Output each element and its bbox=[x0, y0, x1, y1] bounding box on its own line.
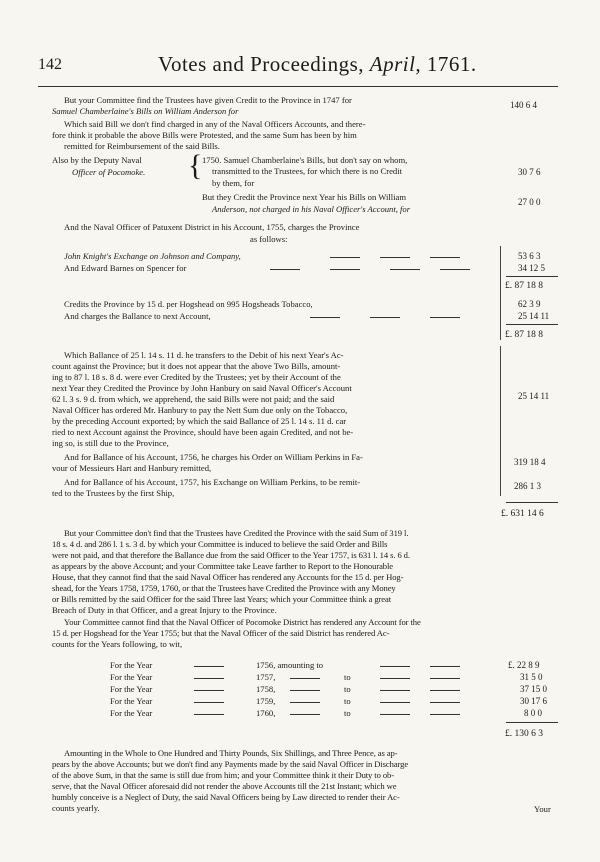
leader-dash bbox=[430, 690, 460, 691]
table-row-label: For the Year bbox=[110, 672, 153, 682]
leader-dash bbox=[194, 702, 224, 703]
leader-dash bbox=[430, 678, 460, 679]
leader-dash bbox=[430, 702, 460, 703]
sum-rule bbox=[506, 722, 558, 723]
table-row-year: 1756, amounting to bbox=[256, 660, 324, 670]
leader-dash bbox=[194, 714, 224, 715]
leader-dash bbox=[440, 269, 470, 270]
text-line: fore think it probable the above Bills were Protested, and the same Sum has been by him bbox=[52, 130, 357, 140]
text-line: ing to 87 l. 18 s. 8 d. were ever Credited by the Trustees; yet by their Account of the bbox=[52, 372, 341, 382]
sum-rule bbox=[506, 324, 558, 325]
text-line: Which said Bill we don't find charged in any of the Naval Officers Accounts, and there- bbox=[64, 119, 366, 129]
amount: 140 6 4 bbox=[510, 100, 537, 110]
leader-dash bbox=[310, 317, 340, 318]
text-line: Anderson, not charged in his Naval Officer's Account, for bbox=[212, 204, 411, 214]
text-line: 1750. Samuel Chamberlaine's Bills, but don't say on whom, bbox=[202, 155, 408, 165]
leader-dash bbox=[330, 257, 360, 258]
text-line: counts yearly. bbox=[52, 803, 100, 813]
amount: 34 12 5 bbox=[518, 263, 545, 273]
text-line: But your Committee find the Trustees have given Credit to the Province in 1747 for bbox=[64, 95, 352, 105]
page-title bbox=[158, 52, 477, 77]
title-month: April, bbox=[369, 52, 422, 76]
leader-dash bbox=[430, 666, 460, 667]
text-line: Amounting in the Whole to One Hundred and Thirty Pounds, Six Shillings, and Three Pence, as ap- bbox=[64, 748, 398, 758]
text-line: or Bills remitted by the said Officer for the said Three last Years; which your Committee think a great bbox=[52, 594, 392, 604]
sum-rule bbox=[506, 276, 558, 277]
text-line: as appears by the above Account; and your Committee take Leave farther to Report to the Honourable bbox=[52, 561, 393, 571]
table-row-label: For the Year bbox=[110, 708, 153, 718]
text-line: And for Ballance of his Account, 1756, he charges his Order on William Perkins in Fa- bbox=[64, 452, 363, 462]
text-line: ing so, is still due to the Province, bbox=[52, 438, 169, 448]
amount: 30 17 6 bbox=[520, 696, 547, 706]
text-line: transmitted to the Trustees, for which there is no Credit bbox=[212, 166, 402, 176]
leader-dash bbox=[380, 714, 410, 715]
text-line: shead, for the Years 1758, 1759, 1760, or that the Trustees have Credited the Province with any Money bbox=[52, 583, 396, 593]
amount: 286 1 3 bbox=[514, 481, 541, 491]
text-line: Breach of Duty in that Officer, and a great Injury to the Province. bbox=[52, 605, 277, 615]
table-row-to: to bbox=[344, 672, 351, 682]
leader-dash bbox=[290, 714, 320, 715]
text-line: remitted for Reimbursement of the said Bills. bbox=[64, 141, 220, 151]
text-line: humbly conceive is a Neglect of Duty, the said Naval Officers being by Law directed to render their Ac- bbox=[52, 792, 400, 802]
leader-dash bbox=[380, 257, 410, 258]
amount: 53 6 3 bbox=[518, 251, 541, 261]
leader-dash bbox=[290, 678, 320, 679]
table-row-label: For the Year bbox=[110, 660, 153, 670]
sum-rule bbox=[506, 502, 558, 503]
text-line: 62 l. 3 s. 9 d. from which, we apprehend, the said Bills were not paid; and the said bbox=[52, 394, 335, 404]
text-line: Also by the Deputy Naval bbox=[52, 155, 142, 165]
text-line: ted to the Trustees by the first Ship, bbox=[52, 488, 175, 498]
amount: 27 0 0 bbox=[518, 197, 541, 207]
text-line: 18 s. 4 d. and 286 l. 1 s. 3 d. by which your Committee is induced to believe the said Order and Bills bbox=[52, 539, 388, 549]
leader-dash bbox=[390, 269, 420, 270]
column-rule bbox=[500, 246, 501, 340]
page-number: 142 bbox=[38, 56, 62, 73]
text-line: But they Credit the Province next Year his Bills on William bbox=[202, 192, 407, 202]
leader-dash bbox=[380, 702, 410, 703]
title-year: 1761. bbox=[426, 52, 477, 76]
leader-dash bbox=[370, 317, 400, 318]
text-line: Officer of Pocomoke. bbox=[72, 167, 146, 177]
text-line: of the above Sum, in that the same is still due from him; and your Committee think it their Duty to ob- bbox=[52, 770, 394, 780]
header-rule bbox=[38, 86, 558, 87]
text-line: next Year they Credited the Province by John Hanbury on said Naval Officer's Account bbox=[52, 383, 352, 393]
table-row-to: to bbox=[344, 708, 351, 718]
text-line: And Edward Barnes on Spencer for bbox=[64, 263, 187, 273]
total-amount: £. 87 18 8 bbox=[505, 330, 543, 340]
leader-dash bbox=[380, 678, 410, 679]
amount: 8 0 0 bbox=[524, 708, 542, 718]
leader-dash bbox=[290, 702, 320, 703]
text-line: Credits the Province by 15 d. per Hogshead on 995 Hogsheads Tobacco, bbox=[64, 299, 313, 309]
text-line: But your Committee don't find that the Trustees have Credited the Province with the said Sum of 319 l. bbox=[64, 528, 409, 538]
leader-dash bbox=[270, 269, 300, 270]
leader-dash bbox=[194, 690, 224, 691]
text-line: as follows: bbox=[250, 234, 288, 244]
text-line: 15 d. per Hogshead for the Year 1755; but that the Naval Officer of the said District has rendered Ac- bbox=[52, 628, 390, 638]
leader-dash bbox=[194, 666, 224, 667]
leader-dash bbox=[380, 666, 410, 667]
text-line: ried to next Account against the Province, should have been again Credited, and not be- bbox=[52, 427, 354, 437]
leader-dash bbox=[430, 714, 460, 715]
text-line: Which Ballance of 25 l. 14 s. 11 d. he transfers to the Debit of his next Year's Ac- bbox=[64, 350, 344, 360]
leader-dash bbox=[194, 678, 224, 679]
table-row-to: to bbox=[344, 696, 351, 706]
table-row-year: 1759, bbox=[256, 696, 276, 706]
text-line: John Knight's Exchange on Johnson and Company, bbox=[64, 251, 241, 261]
text-line: by them, for bbox=[212, 178, 255, 188]
text-line: And the Naval Officer of Patuxent District in his Account, 1755, charges the Province bbox=[64, 222, 360, 232]
text-line: pears by the above Accounts; but we don't find any Payments made by the said Naval Officer in Discharge bbox=[52, 759, 409, 769]
amount: 25 14 11 bbox=[518, 391, 550, 401]
text-line: And for Ballance of his Account, 1757, his Exchange on William Perkins, to be remit- bbox=[64, 477, 361, 487]
table-row-year: 1757, bbox=[256, 672, 276, 682]
leader-dash bbox=[330, 269, 360, 270]
text-line: And charges the Ballance to next Account, bbox=[64, 311, 211, 321]
text-line: Naval Officer has ordered Mr. Hanbury to pay the Nett Sum due only on the Tobacco, bbox=[52, 405, 348, 415]
amount: 30 7 6 bbox=[518, 167, 541, 177]
leader-dash bbox=[430, 317, 460, 318]
table-row-to: to bbox=[344, 684, 351, 694]
table-row-label: For the Year bbox=[110, 684, 153, 694]
column-rule bbox=[500, 346, 501, 496]
text-line: by the preceding Account exported; by which the said Ballance of 25 l. 14 s. 11 d. car bbox=[52, 416, 347, 426]
amount: 319 18 4 bbox=[514, 457, 546, 467]
text-line: Samuel Chamberlaine's Bills on William Anderson for bbox=[52, 106, 239, 116]
amount: 25 14 11 bbox=[518, 311, 550, 321]
text-line: Your Committee cannot find that the Naval Officer of Pocomoke District has rendered any Account for the bbox=[64, 617, 421, 627]
amount: 37 15 0 bbox=[520, 684, 547, 694]
total-amount: £. 130 6 3 bbox=[505, 729, 543, 739]
leader-dash bbox=[380, 690, 410, 691]
text-line: counts for the Years following, to wit, bbox=[52, 639, 183, 649]
text-line: count against the Province; but it does not appear that the above Two Bills, amount- bbox=[52, 361, 341, 371]
table-row-label: For the Year bbox=[110, 696, 153, 706]
text-line: vour of Messieurs Hart and Hanbury remitted, bbox=[52, 463, 212, 473]
total-amount: £. 631 14 6 bbox=[501, 509, 544, 519]
table-row-year: 1760, bbox=[256, 708, 276, 718]
leader-dash bbox=[290, 690, 320, 691]
catchword: Your bbox=[534, 804, 551, 814]
brace-glyph: { bbox=[188, 149, 203, 182]
leader-dash bbox=[430, 257, 460, 258]
text-line: House, that they cannot find that the said Naval Officer has rendered any Accounts for the 15 d. per Hog- bbox=[52, 572, 404, 582]
page-header bbox=[38, 52, 538, 82]
title-prefix: Votes and Proceedings, bbox=[158, 52, 364, 76]
amount: 62 3 9 bbox=[518, 299, 541, 309]
amount: 31 5 0 bbox=[520, 672, 543, 682]
table-row-year: 1758, bbox=[256, 684, 276, 694]
text-line: serve, that the Naval Officer aforesaid did not render the above Accounts till the 21st Instant; which we bbox=[52, 781, 397, 791]
amount: £. 22 8 9 bbox=[508, 660, 540, 670]
total-amount: £. 87 18 8 bbox=[505, 281, 543, 291]
text-line: were not paid, and that therefore the Ballance due from the said Officer to the Year 1757, is 631 l. 14 s. 6 d. bbox=[52, 550, 410, 560]
